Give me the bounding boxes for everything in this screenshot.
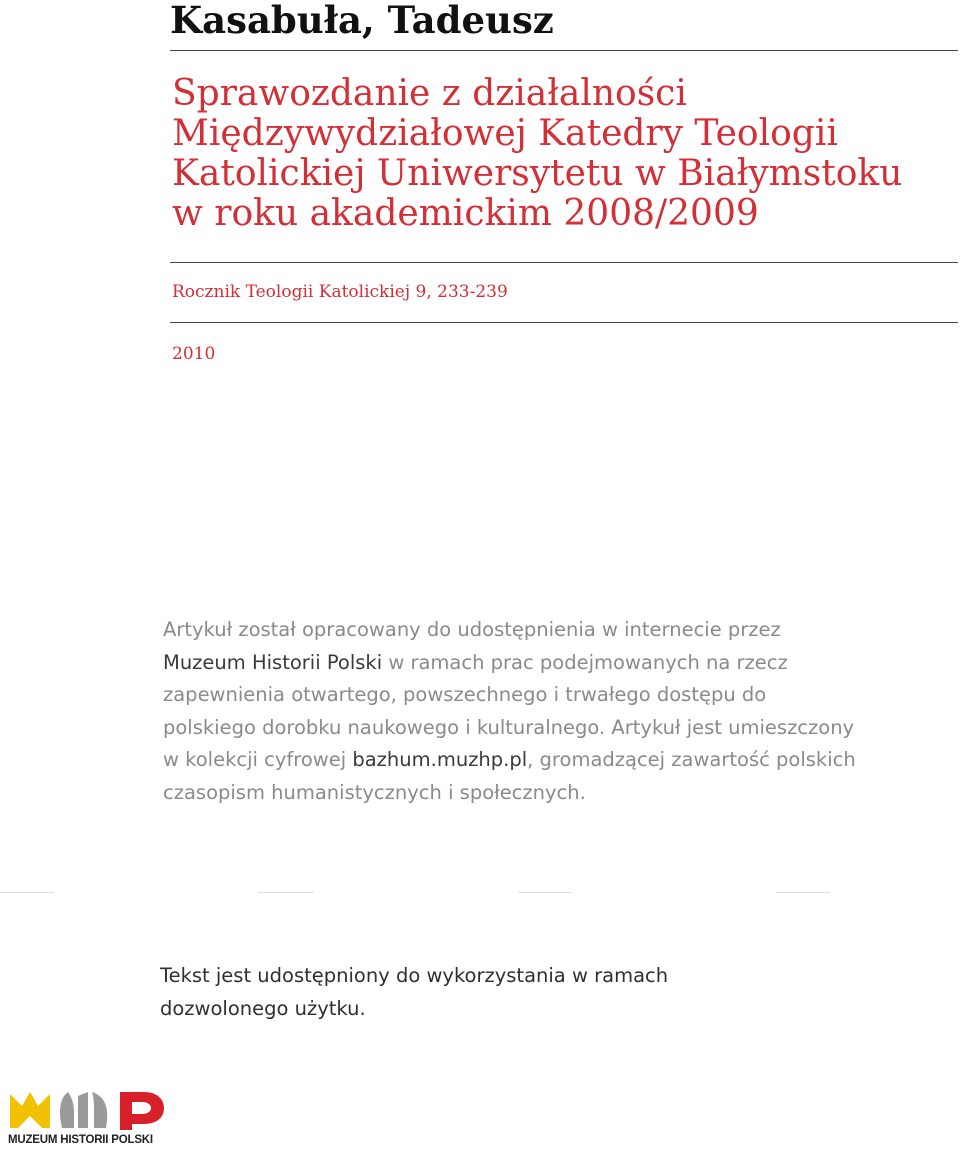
divider-title [170,262,958,263]
notice-text: w kolekcji cyfrowej [163,748,353,772]
title-line-3: Katolickiej Uniwersytetu w Białymstoku [172,153,903,194]
title-line-1: Sprawozdanie z działalności [172,73,687,114]
title-line-2: Międzywydziałowej Katedry Teologii [172,113,838,154]
museum-name: Muzeum Historii Polski [163,650,383,674]
title-line-4: w roku akademickim 2008/2009 [172,193,759,234]
museum-logo-icon [8,1088,168,1134]
notice-text: , gromadzącej zawartość polskich [527,748,856,772]
logo-text: MUZEUM HISTORII POLSKI [8,1134,153,1146]
collection-link[interactable]: bazhum.muzhp.pl [352,748,528,772]
article-title [172,74,958,234]
notice-line [163,744,923,777]
publication-year: 2010 [172,344,216,364]
museum-logo [8,1088,168,1152]
availability-notice [163,614,923,810]
eagle-shape [60,1092,107,1128]
journal-citation: Rocznik Teologii Katolickiej 9, 233-239 [172,282,508,302]
separator-dash [0,892,54,893]
notice-line: polskiego dorobku naukowego i kulturalnego. Artykuł jest umieszczony [163,715,855,739]
notice-line: Artykuł został opracowany do udostępnienia w internecie przez [163,618,781,641]
divider-journal [170,322,958,323]
license-line: Tekst jest udostępniony do wykorzystania w ramach [160,964,669,987]
license-line: dozwolonego użytku. [160,997,366,1020]
divider-top [170,50,958,51]
license-notice [160,959,860,1025]
dashed-separator [0,892,960,894]
separator-dash [258,892,314,893]
notice-line [163,647,923,680]
notice-text: w ramach prac podejmowanych na rzecz [382,650,788,674]
notice-line: czasopism humanistycznych i społecznych. [163,780,586,804]
separator-dash [776,892,830,893]
p-shape [120,1092,164,1130]
author-name: Kasabuła, Tadeusz [170,0,554,42]
notice-line: zapewnienia otwartego, powszechnego i trwałego dostępu do [163,683,767,707]
separator-dash [518,892,572,893]
